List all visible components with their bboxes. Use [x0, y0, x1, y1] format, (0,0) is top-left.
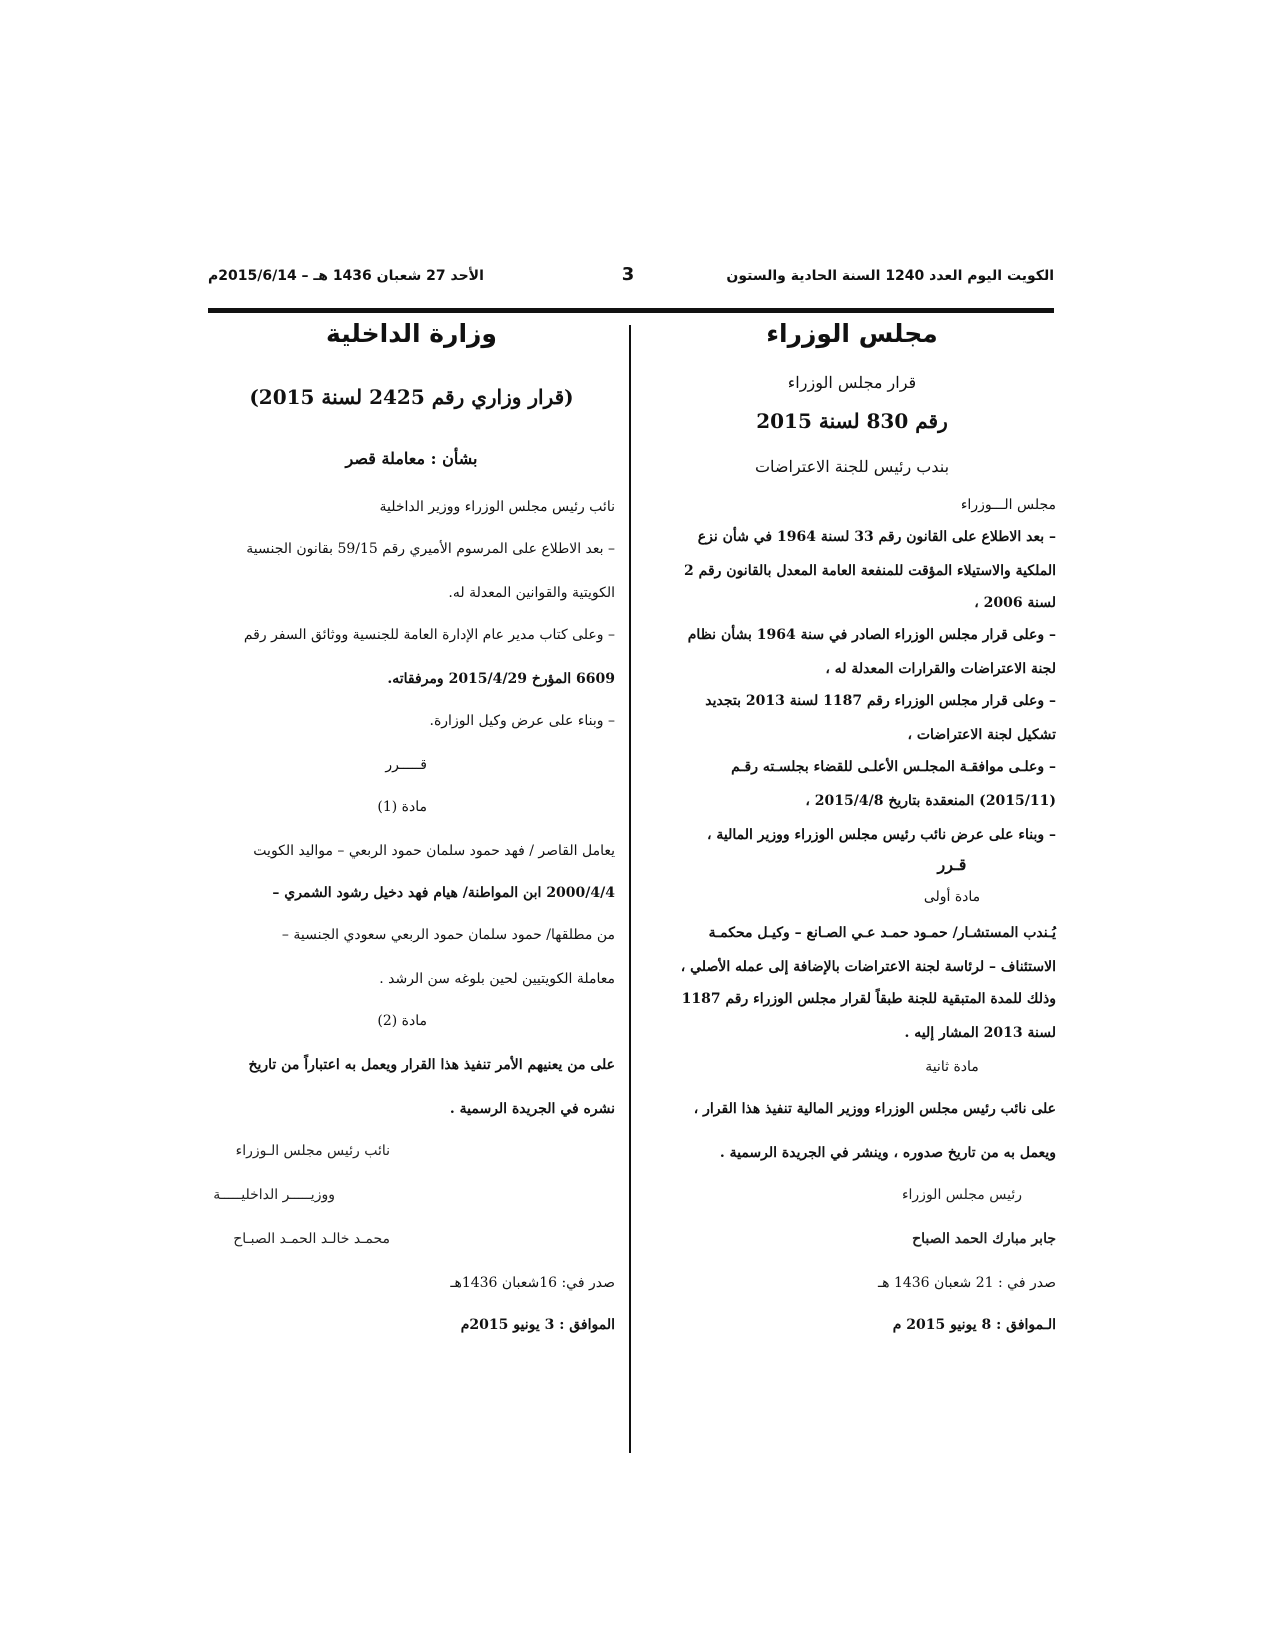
publication-date: الأحد 27 شعبان 1436 هـ – 2015/6/14م — [208, 268, 484, 284]
decision-number: (قرار وزاري رقم 2425 لسنة 2015) — [249, 385, 574, 409]
signer-name: محمـد خالـد الحمـد الصبـاح — [233, 1231, 390, 1247]
page-header — [208, 262, 1054, 292]
signer-name: جابر مبارك الحمد الصباح — [912, 1231, 1056, 1247]
preamble-line: – وعلى قرار مجلس الوزراء رقم 1187 لسنة 2013 بتجديد — [705, 693, 1056, 709]
preamble-line: – بعد الاطلاع على المرسوم الأميري رقم 59/15 بقانون الجنسية — [246, 541, 615, 557]
preamble-line: لجنة الاعتراضات والقرارات المعدلة له ، — [825, 661, 1056, 677]
signer-title: ووزيـــــر الداخليـــــة — [213, 1187, 335, 1203]
preamble-line: (2015/11) المنعقدة بتاريخ 2015/4/8 ، — [805, 793, 1056, 809]
signer-title: رئيس مجلس الوزراء — [901, 1187, 1022, 1203]
issued-date: صدر في: 16شعبان 1436هـ — [450, 1275, 615, 1291]
article-line: الاستئناف – لرئاسة لجنة الاعتراضات بالإضافة إلى عمله الأصلي ، — [680, 959, 1056, 975]
article-line: على نائب رئيس مجلس الوزراء ووزير المالية تنفيذ هذا القرار ، — [693, 1101, 1056, 1117]
article-heading: مادة ثانية — [925, 1059, 979, 1075]
preamble-line: – وبناء على عرض نائب رئيس مجلس الوزراء ووزير المالية ، — [706, 827, 1056, 843]
decision-subject: بشأن : معاملة قصر — [345, 449, 478, 468]
preamble-line: – وعلى قرار مجلس الوزراء الصادر في سنة 1964 بشأن نظام — [687, 627, 1056, 643]
preamble-line: تشكيل لجنة الاعتراضات ، — [907, 727, 1056, 743]
article-line: يُـندب المستشـار/ حمـود حمـد عـي الصـانع – وكيـل محكمـة — [708, 925, 1056, 941]
section-title: مجلس الوزراء — [766, 319, 938, 348]
issuer-line: نائب رئيس مجلس الوزراء ووزير الداخلية — [379, 499, 615, 515]
article-line: نشره في الجريدة الرسمية . — [449, 1101, 615, 1117]
preamble-line: – وعلـى موافقـة المجلـس الأعلـى للقضاء بجلسـته رقـم — [731, 759, 1056, 775]
article-line: ويعمل به من تاريخ صدوره ، وينشر في الجريدة الرسمية . — [719, 1145, 1056, 1161]
section-title: وزارة الداخلية — [326, 319, 497, 348]
decision-subject: بندب رئيس للجنة الاعتراضات — [754, 457, 950, 476]
decided-heading: قـــــرر — [385, 757, 427, 773]
preamble-line: الملكية والاستيلاء المؤقت للمنفعة العامة المعدل بالقانون رقم 2 — [684, 563, 1056, 579]
article-line: 2000/4/4 ابن المواطنة/ هيام فهد دخيل رشود الشمري – — [272, 885, 615, 901]
article-line: معاملة الكويتيين لحين بلوغه سن الرشد . — [379, 971, 615, 987]
decision-number: رقم 830 لسنة 2015 — [756, 409, 948, 433]
preamble-line: – وبناء على عرض وكيل الوزارة. — [429, 713, 615, 729]
signer-title: نائب رئيس مجلس الـوزراء — [235, 1143, 390, 1159]
article-line: لسنة 2013 المشار إليه . — [904, 1025, 1056, 1041]
decided-heading: قـرر — [937, 855, 967, 874]
article-line: وذلك للمدة المتبقية للجنة طبقاً لقرار مجلس الوزراء رقم 1187 — [681, 991, 1056, 1007]
preamble-line: – وعلى كتاب مدير عام الإدارة العامة للجنسية ووثائق السفر رقم — [243, 627, 615, 643]
article-line: على من يعنيهم الأمر تنفيذ هذا القرار ويعمل به اعتباراً من تاريخ — [248, 1057, 615, 1073]
issued-date: صدر في : 21 شعبان 1436 هـ — [878, 1275, 1056, 1291]
preamble-line: – بعد الاطلاع على القانون رقم 33 لسنة 1964 في شأن نزع — [697, 529, 1056, 545]
preamble-line: لسنة 2006 ، — [974, 595, 1056, 611]
header-rule — [208, 308, 1054, 313]
issuer-line: مجلس الـــوزراء — [960, 497, 1056, 513]
article-heading: مادة (1) — [377, 799, 427, 815]
article-heading: مادة (2) — [377, 1013, 427, 1029]
page-number: 3 — [621, 264, 635, 285]
decision-title: قرار مجلس الوزراء — [787, 373, 917, 392]
article-heading: مادة أولى — [923, 889, 981, 905]
article-line: من مطلقها/ حمود سلمان حمود الربعي سعودي الجنسية – — [281, 927, 615, 943]
gregorian-date: الـموافق : 8 يونيو 2015 م — [892, 1317, 1056, 1333]
gazette-issue-info: الكويت اليوم العدد 1240 السنة الحادية والستون — [726, 268, 1054, 284]
gregorian-date: الموافق : 3 يونيو 2015م — [460, 1317, 615, 1333]
preamble-line: 6609 المؤرخ 2015/4/29 ومرفقاته. — [387, 671, 615, 687]
article-line: يعامل القاصر / فهد حمود سلمان حمود الربعي – مواليد الكويت — [253, 843, 615, 859]
column-divider — [629, 325, 631, 1453]
preamble-line: الكويتية والقوانين المعدلة له. — [448, 585, 615, 601]
